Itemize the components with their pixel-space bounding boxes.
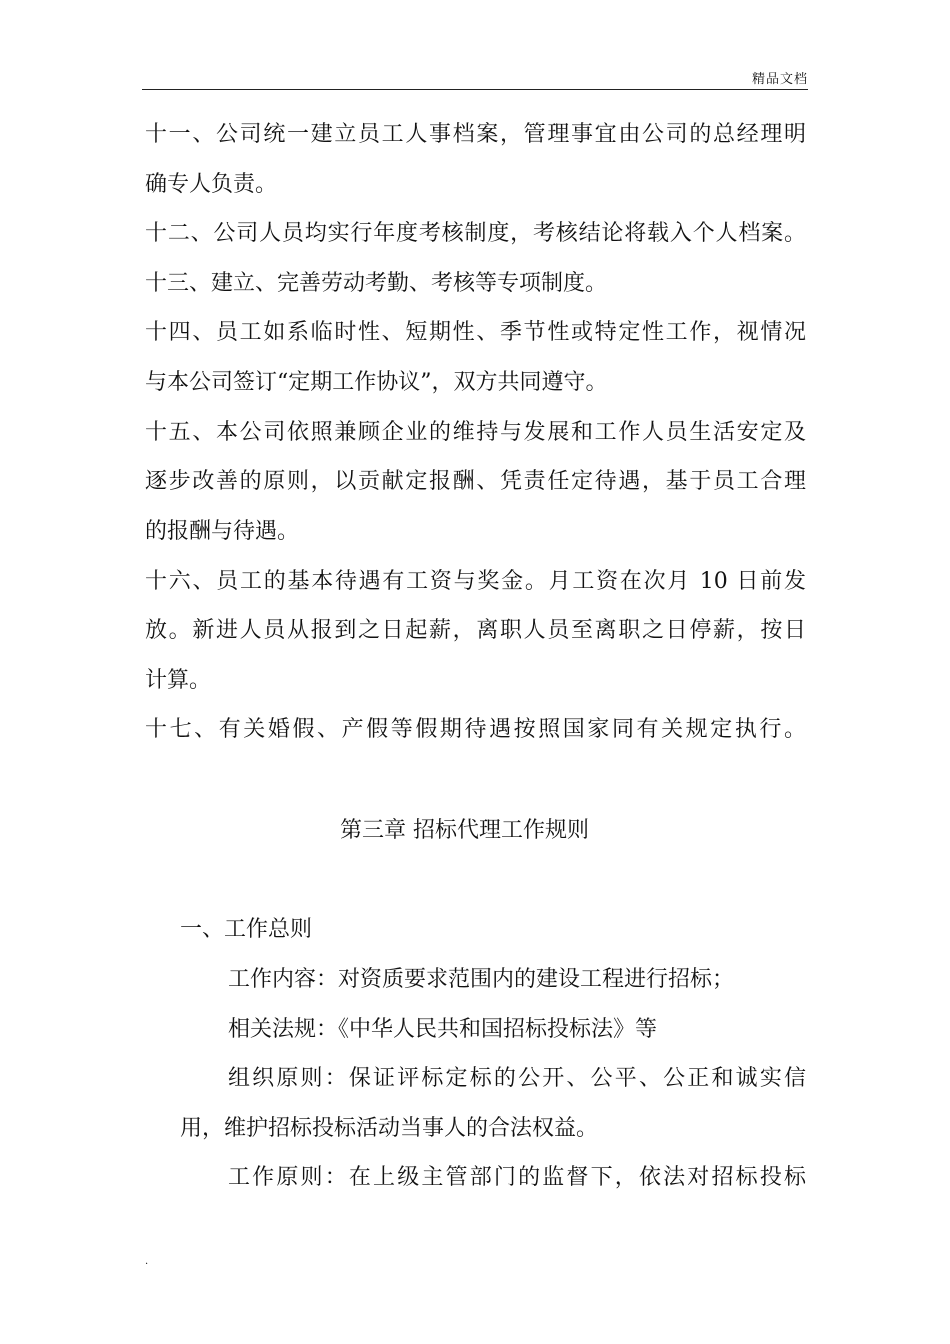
section-line: 工作内容：对资质要求范围内的建设工程进行招标； [228,967,735,992]
body-line: 确专人负责。 [145,172,278,197]
section-line: 工作原则：在上级主管部门的监督下，依法对招标投标 [228,1165,806,1190]
footer-mark: . [145,1256,149,1267]
body-line: 十五、本公司依照兼顾企业的维持与发展和工作人员生活安定及 [145,420,806,445]
body-line: 十六、员工的基本待遇有工资与奖金。月工资在次月 10 日前发 [145,569,806,594]
body-line: 十四、员工如系临时性、短期性、季节性或特定性工作，视情况 [145,320,806,345]
body-line: 十三、建立、完善劳动考勤、考核等专项制度。 [145,271,608,296]
section-line: 组织原则：保证评标定标的公开、公平、公正和诚实信 [228,1066,806,1091]
header-label: 精品文档 [751,72,808,87]
body-line: 的报酬与待遇。 [145,519,300,544]
body-line: 十二、公司人员均实行年度考核制度，考核结论将载入个人档案。 [145,221,806,246]
chapter-title: 第三章 招标代理工作规则 [340,818,589,843]
section-line: 相关法规：《中华人民共和国招标投标法》等 [228,1017,658,1042]
body-line: 逐步改善的原则，以贡献定报酬、凭责任定待遇，基于员工合理 [145,469,806,494]
section-line: 用，维护招标投标活动当事人的合法权益。 [180,1116,599,1141]
body-line: 与本公司签订“定期工作协议”，双方共同遵守。 [145,370,608,395]
body-line: 十一、公司统一建立员工人事档案，管理事宜由公司的总经理明 [145,122,806,147]
body-line: 放。新进人员从报到之日起薪，离职人员至离职之日停薪，按日 [145,618,806,643]
header-rule [142,89,808,90]
section-heading: 一、工作总则 [180,917,313,942]
body-line: 十七、有关婚假、产假等假期待遇按照国家同有关规定执行。 [145,717,806,742]
body-line: 计算。 [145,668,212,693]
